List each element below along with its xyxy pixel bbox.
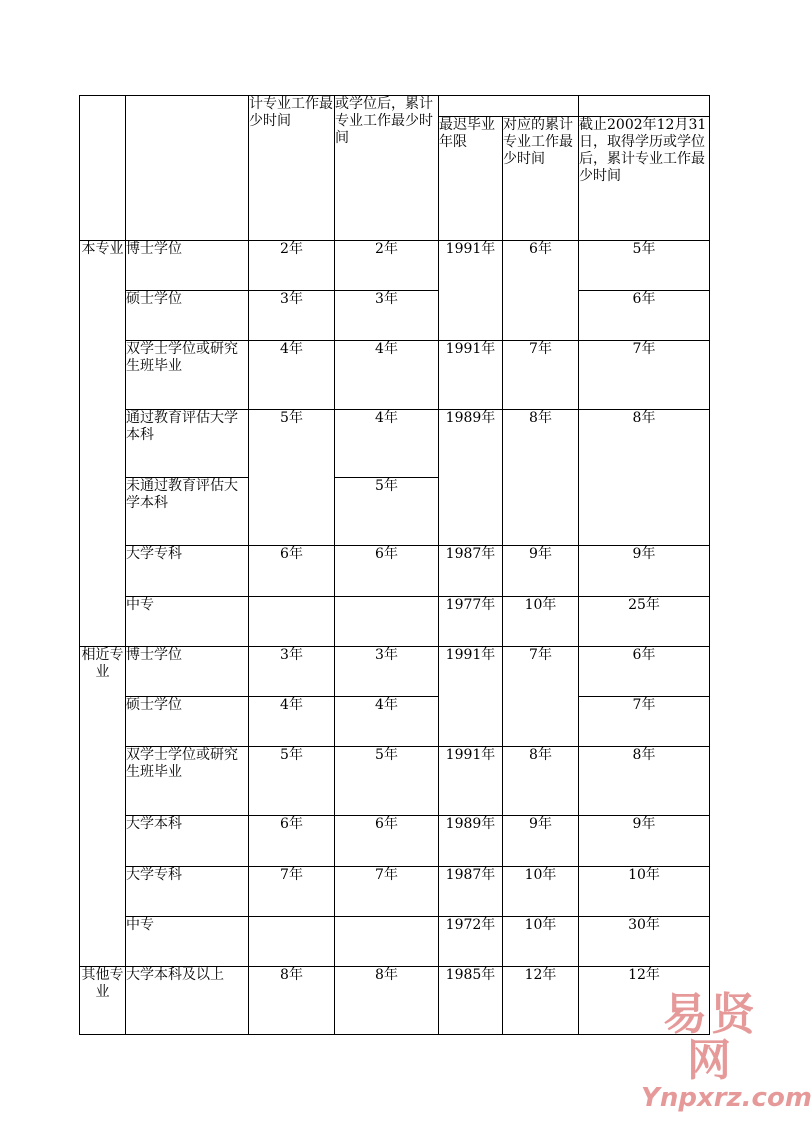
table-row — [80, 816, 710, 866]
value-cell: 7年 — [579, 697, 710, 747]
value-cell: 8年 — [579, 409, 710, 545]
value-cell: 2年 — [249, 241, 335, 291]
value-cell: 6年 — [335, 816, 439, 866]
value-cell: 6年 — [503, 241, 579, 341]
year-cell: 1977年 — [439, 596, 503, 646]
value-cell: 3年 — [249, 647, 335, 697]
value-cell: 6年 — [579, 291, 710, 341]
value-cell: 3年 — [335, 647, 439, 697]
value-cell: 10年 — [503, 596, 579, 646]
group-label-same: 本专业 — [80, 241, 126, 647]
watermark-url: Ynpxrz.com — [641, 1083, 812, 1113]
table-row — [80, 596, 710, 646]
value-cell: 12年 — [503, 966, 579, 1034]
year-cell: 1987年 — [439, 866, 503, 916]
value-cell: 8年 — [579, 747, 710, 816]
table-row — [80, 241, 710, 291]
value-cell: 4年 — [335, 341, 439, 409]
value-cell: 6年 — [579, 647, 710, 697]
value-cell: 4年 — [249, 697, 335, 747]
edu-cell: 硕士学位 — [126, 697, 249, 747]
year-cell: 1987年 — [439, 545, 503, 596]
value-cell: 7年 — [579, 341, 710, 409]
value-cell: 9年 — [579, 816, 710, 866]
edu-cell: 双学士学位或研究生班毕业 — [126, 341, 249, 409]
value-cell: 8年 — [503, 409, 579, 545]
table-row — [80, 647, 710, 697]
edu-cell: 大学专科 — [126, 545, 249, 596]
value-cell: 25年 — [579, 596, 710, 646]
edu-cell: 未通过教育评估大学本科 — [126, 477, 249, 545]
watermark-logo — [641, 989, 812, 1113]
year-cell: 1991年 — [439, 647, 503, 747]
table-row — [80, 747, 710, 816]
value-cell: 3年 — [249, 291, 335, 341]
year-cell: 1985年 — [439, 966, 503, 1034]
table-row — [80, 409, 710, 477]
edu-cell: 中专 — [126, 596, 249, 646]
header-row-top — [80, 96, 710, 117]
year-cell: 1972年 — [439, 916, 503, 966]
value-cell: 6年 — [249, 816, 335, 866]
edu-cell: 博士学位 — [126, 241, 249, 291]
group-label-related: 相近专业 — [80, 647, 126, 967]
header-col4: 或学位后，累计专业工作最少时间 — [335, 96, 439, 241]
value-cell: 9年 — [579, 545, 710, 596]
value-cell: 30年 — [579, 916, 710, 966]
value-cell: 5年 — [579, 241, 710, 291]
table-row — [80, 916, 710, 966]
year-cell: 1991年 — [439, 747, 503, 816]
edu-cell: 博士学位 — [126, 647, 249, 697]
value-cell: 2年 — [335, 241, 439, 291]
header-col6: 对应的累计专业工作最少时间 — [503, 117, 579, 241]
edu-cell: 硕士学位 — [126, 291, 249, 341]
table-row — [80, 966, 710, 1034]
year-cell: 1991年 — [439, 341, 503, 409]
header-cell-top-merged — [439, 96, 579, 117]
value-cell: 10年 — [579, 866, 710, 916]
value-cell: 9年 — [503, 545, 579, 596]
value-cell: 7年 — [335, 866, 439, 916]
value-cell: 8年 — [335, 966, 439, 1034]
value-cell: 9年 — [503, 816, 579, 866]
edu-cell: 大学本科及以上 — [126, 966, 249, 1034]
edu-cell: 大学专科 — [126, 866, 249, 916]
value-cell: 7年 — [503, 341, 579, 409]
value-cell: 5年 — [249, 747, 335, 816]
header-cell-blank-1 — [80, 96, 126, 241]
qualification-table — [79, 95, 710, 1035]
edu-cell: 双学士学位或研究生班毕业 — [126, 747, 249, 816]
value-cell: 12年 — [579, 966, 710, 1034]
watermark-cn: 易贤网 — [663, 989, 759, 1086]
value-cell: 4年 — [335, 409, 439, 477]
value-cell — [249, 596, 335, 646]
value-cell — [335, 596, 439, 646]
value-cell: 8年 — [249, 966, 335, 1034]
value-cell: 5年 — [335, 747, 439, 816]
edu-cell: 大学本科 — [126, 816, 249, 866]
value-cell: 5年 — [249, 409, 335, 545]
year-cell: 1989年 — [439, 816, 503, 866]
edu-cell: 通过教育评估大学本科 — [126, 409, 249, 477]
value-cell: 10年 — [503, 916, 579, 966]
table-row — [80, 291, 710, 341]
header-col7: 截止2002年12月31日，取得学历或学位后，累计专业工作最少时间 — [579, 117, 710, 241]
value-cell — [335, 916, 439, 966]
header-col5: 最迟毕业年限 — [439, 117, 503, 241]
value-cell: 6年 — [335, 545, 439, 596]
header-col3: 计专业工作最少时间 — [249, 96, 335, 241]
value-cell — [249, 916, 335, 966]
table-row — [80, 866, 710, 916]
table-row — [80, 341, 710, 409]
value-cell: 10年 — [503, 866, 579, 916]
value-cell: 4年 — [335, 697, 439, 747]
group-label-other: 其他专业 — [80, 966, 126, 1034]
year-cell: 1991年 — [439, 241, 503, 341]
header-cell-top-right — [579, 96, 710, 117]
value-cell: 7年 — [503, 647, 579, 747]
header-cell-blank-2 — [126, 96, 249, 241]
value-cell: 7年 — [249, 866, 335, 916]
edu-cell: 中专 — [126, 916, 249, 966]
value-cell: 5年 — [335, 477, 439, 545]
value-cell: 6年 — [249, 545, 335, 596]
value-cell: 8年 — [503, 747, 579, 816]
value-cell: 3年 — [335, 291, 439, 341]
year-cell: 1989年 — [439, 409, 503, 545]
table-row — [80, 697, 710, 747]
value-cell: 4年 — [249, 341, 335, 409]
table-row — [80, 545, 710, 596]
